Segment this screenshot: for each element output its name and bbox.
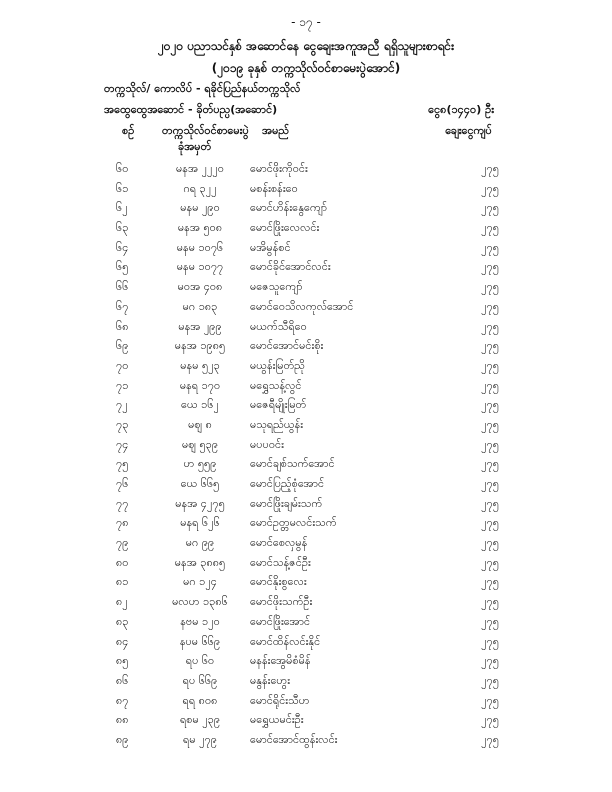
row-number: ၈၆: [116, 673, 129, 687]
row-number: ၈၄: [116, 634, 129, 648]
loan-amount: ၂၇၅: [481, 181, 499, 195]
table-row: [0, 613, 612, 633]
row-number: ၆၂: [116, 201, 128, 215]
table-row: [0, 337, 612, 357]
loan-amount: ၂၇၅: [481, 319, 499, 333]
roll-number: မနရ ၁၇၀: [179, 378, 221, 392]
row-number: ၆၈: [116, 319, 129, 333]
table-row: [0, 278, 612, 298]
roll-number: ယေ ၁၆၂: [181, 398, 219, 412]
roll-number: ယေ ၆၆၅: [180, 477, 220, 490]
loan-amount: ၂၇၅: [481, 555, 499, 569]
table-row: [0, 298, 612, 318]
document-title: ၂၀၂၀ ပညာသင်နှစ် အဆောင်နေ ငွေချေးအကူအညီ ရရှိသူများစာရင်း: [157, 39, 455, 53]
row-number: ၈၀: [116, 555, 129, 569]
loan-amount: ၂၇၅: [481, 417, 499, 431]
student-name: မနန်းအွေမိစံမိန်: [250, 654, 311, 668]
roll-number: မဈ ၅၃၉: [181, 437, 219, 451]
loan-amount: ၂၇၅: [481, 457, 499, 471]
row-number: ၆၅: [116, 260, 129, 274]
roll-number: မဂ ၁၂၄: [183, 575, 217, 589]
loan-amount: ၂၇၅: [481, 299, 499, 313]
loan-amount: ၂၇၅: [481, 575, 499, 589]
student-name: မောင်ထိန်လင်းနိုင်: [250, 634, 321, 648]
table-row: [0, 475, 612, 495]
document-subtitle: (၂၀၁၉ ခုနှစ် တက္ကသိုလ်ဝင်စာမေးပွဲအောင်): [211, 61, 401, 75]
roll-number: မနအ ၂၂၂၀: [176, 162, 224, 175]
roll-number: နဗမ ၁၂၀: [180, 614, 220, 628]
student-name: မရွှေသန့်လွင်: [250, 378, 302, 392]
roll-number: ဂရ ၃၂၂: [183, 181, 217, 195]
roll-number: မလဟ ၁၃၈၆: [172, 595, 228, 609]
loan-amount: ၂၇၅: [481, 398, 499, 412]
row-number: ၈၁: [116, 575, 129, 589]
table-row: [0, 633, 612, 653]
row-number: ၆၁: [116, 181, 129, 195]
student-name: မောင်ချစ်သက်အောင်: [250, 457, 335, 471]
roll-number: မဝအ ၄၀၈: [177, 280, 223, 294]
roll-number: မနမ ၂၉၀: [180, 201, 220, 215]
row-number: ၈၉: [116, 732, 129, 746]
loan-amount: ၂၇၅: [481, 673, 499, 687]
student-name: မောင်ရိုင်းသီဟ: [250, 693, 310, 707]
student-name: မစန်းစန်းဝေ: [250, 181, 298, 195]
roll-number: မနမ ၁၀၇၆: [176, 240, 224, 254]
column-header-name: အမည်: [262, 124, 290, 137]
loan-amount: ၂၇၅: [481, 634, 499, 648]
student-name: မအိမွန်စင်: [250, 240, 291, 254]
row-number: ၇၆: [116, 477, 129, 490]
roll-number: မဈ ၈: [188, 417, 212, 431]
loan-amount: ၂၇၅: [481, 437, 499, 451]
roll-number: နပမ ၆၆၉: [179, 634, 221, 648]
student-name: မောင်ဖြိုးအောင်: [250, 614, 311, 628]
roll-number: မနအ ၂၉၉: [178, 319, 222, 333]
roll-number: မဂ ၉၉: [185, 536, 215, 550]
table-row: [0, 554, 612, 574]
table-row: [0, 455, 612, 475]
loan-amount: ၂၇၅: [481, 221, 499, 235]
table-row: [0, 160, 612, 180]
row-number: ၆၄: [116, 240, 129, 254]
roll-number: မနရ ၆၂၆: [180, 516, 220, 530]
page-number: - ၁၇ -: [291, 15, 321, 29]
table-row: [0, 199, 612, 219]
table-row: [0, 731, 612, 751]
table-row: [0, 180, 612, 200]
table-row: [0, 219, 612, 239]
loan-amount: ၂၇၅: [481, 162, 499, 175]
row-number: ၈၃: [116, 614, 129, 628]
row-number: ၆၆: [116, 280, 129, 294]
loan-amount: ၂၇၅: [481, 496, 499, 510]
row-number: ၇၁: [116, 378, 129, 392]
loan-amount: ၂၇၅: [481, 358, 499, 372]
student-name: မောင်ဟိန်းနွေကျော်: [250, 201, 327, 215]
table-row: [0, 652, 612, 672]
row-number: ၈၅: [116, 654, 129, 668]
loan-amount: ၂၇၅: [481, 536, 499, 550]
table-row: [0, 416, 612, 436]
student-name: မောင်အောင်မင်းစိုး: [250, 339, 324, 353]
loan-amount: ၂၇၅: [481, 260, 499, 274]
roll-number: မနအ ၅၀၈: [177, 221, 223, 235]
row-number: ၇၈: [116, 516, 129, 530]
student-name: မောင်ဖိုးကိုဝင်း: [250, 162, 308, 175]
roll-number: မနအ ၄၂၇၅: [175, 496, 225, 510]
table-row: [0, 692, 612, 712]
student-name: မောင်ဖြိုးလေလင်း: [250, 221, 320, 235]
row-number: ၇၄: [116, 437, 129, 451]
table-row: [0, 514, 612, 534]
row-number: ၇၀: [116, 358, 129, 372]
student-name: မောင်ဖိုးသက်ဦး: [250, 595, 313, 609]
student-name: မောင်ပြည့်စုံအောင်: [250, 477, 325, 490]
student-name: မယွန်းမြတ်ညို: [250, 358, 305, 372]
loan-amount: ၂၇၅: [481, 477, 499, 490]
roll-number: ရပ ၆၆၉: [182, 673, 218, 687]
loan-amount: ၂၇၅: [481, 595, 499, 609]
roll-number: မဂ ၁၈၃: [182, 299, 218, 313]
row-number: ၆၀: [116, 162, 129, 175]
roll-number: မနအ ၃၈၈၅: [174, 555, 226, 569]
roll-number: ရပ ၆၀: [185, 654, 215, 668]
loan-amount: ၂၇၅: [481, 280, 499, 294]
loan-amount: ၂၇၅: [481, 614, 499, 628]
loan-amount: ၂၇၅: [481, 654, 499, 668]
roll-number: မနမ ၅၂၃: [180, 358, 220, 372]
university-line: တက္ကသိုလ်/ ကောလိပ် - ရခိုင်ပြည်နယ်တက္ကသိုလ်: [104, 82, 301, 95]
student-name: မောင်ဝေသိလကုလ်အောင်: [250, 299, 354, 313]
row-number: ၆၃: [116, 221, 129, 235]
table-row: [0, 711, 612, 731]
table-row: [0, 672, 612, 692]
loan-amount: ၂၇၅: [481, 339, 499, 353]
student-name: မောင်နိုးစွလေး: [250, 575, 307, 589]
row-number: ၈၇: [116, 693, 129, 707]
student-name: မောင်စေလှမွန်: [250, 536, 308, 550]
student-name: မောင်ဖြိုးချမ်းသက်: [250, 496, 323, 510]
table-row: [0, 396, 612, 416]
student-name: မပပဝင်း: [250, 437, 284, 451]
student-name: မောင်ခိုင်အောင်လင်း: [250, 260, 331, 274]
student-name: မောင်အောင်ထွန်းလင်း: [250, 732, 338, 746]
column-header-roll: ခုံအမှတ်: [178, 140, 212, 153]
loan-amount: ၂၇၅: [481, 693, 499, 707]
row-number: ၇၃: [116, 417, 129, 431]
students-table: [0, 160, 612, 751]
loan-amount: ၂၇၅: [481, 378, 499, 392]
row-number: ၆၇: [116, 299, 129, 313]
row-number: ၈၈: [116, 713, 129, 727]
table-row: [0, 593, 612, 613]
column-header-no: စဉ်: [122, 124, 135, 137]
table-row: [0, 318, 612, 338]
roll-number: ဟ ၅၅၉: [183, 457, 217, 471]
loan-amount: ၂၇၅: [481, 240, 499, 254]
table-row: [0, 239, 612, 259]
row-number: ၇၇: [116, 496, 129, 510]
loan-amount: ၂၇၅: [481, 713, 499, 727]
table-row: [0, 436, 612, 456]
count-label: ငွေ၈(၁၄၄၀) ဦး: [428, 103, 494, 116]
student-name: မနွန်းဟွေး: [250, 673, 290, 687]
student-name: မောင်ဥတ္တမလင်းသက်: [250, 516, 337, 530]
table-row: [0, 357, 612, 377]
row-number: ၇၅: [116, 457, 129, 471]
loan-amount: ၂၇၅: [481, 201, 499, 215]
hostel-line: အထွေထွေအဆောင် - ခိုတ်ပည္ပ(အဆောင်): [104, 103, 278, 116]
student-name: မယက်သီရိဝေ: [250, 319, 307, 333]
student-name: မောင်သန့်ဇင်ဦး: [250, 555, 311, 569]
column-header-exam: တက္ကသိုလ်ဝင်စာမေးပွဲ: [162, 124, 249, 137]
roll-number: မနအ ၁၉၈၅: [174, 339, 226, 353]
table-row: [0, 534, 612, 554]
row-number: ၇၂: [116, 398, 128, 412]
table-row: [0, 573, 612, 593]
loan-amount: ၂၇၅: [481, 516, 499, 530]
student-name: မဇေသူကျော်: [250, 280, 303, 294]
column-header-fee: ချေးငွေကျပ်: [445, 124, 492, 137]
roll-number: ရစမ ၂၃၉: [179, 713, 221, 727]
table-row: [0, 495, 612, 515]
student-name: မဇေရီမျိုးမြတ်: [250, 398, 307, 412]
table-row: [0, 258, 612, 278]
table-row: [0, 377, 612, 397]
roll-number: မနမ ၁၀၇၇: [176, 260, 224, 274]
student-name: မရွှေယမင်းဦး: [250, 713, 304, 727]
roll-number: ရရ ၈၀၈: [182, 693, 218, 707]
row-number: ၈၂: [116, 595, 128, 609]
row-number: ၇၉: [116, 536, 129, 550]
loan-amount: ၂၇၅: [481, 732, 499, 746]
row-number: ၆၉: [116, 339, 129, 353]
roll-number: ရမ ၂၇၉: [183, 732, 217, 746]
student-name: မသုရည်ယွန်း: [250, 417, 304, 431]
